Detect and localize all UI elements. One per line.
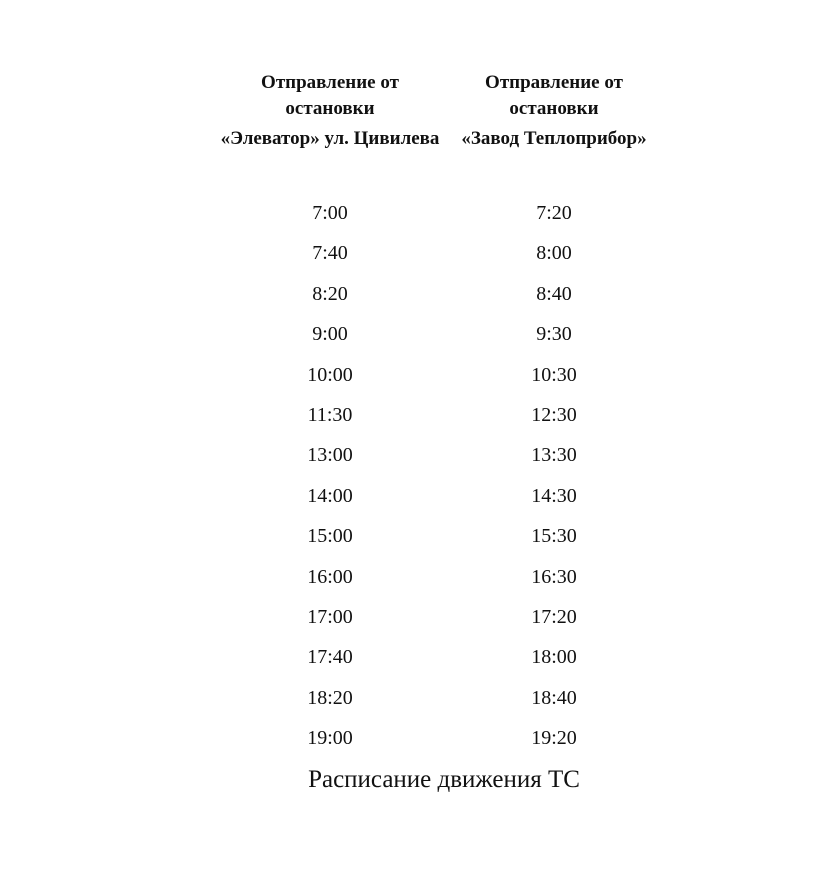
departure-time: 17:20 [531,605,577,628]
departure-time: 8:40 [536,282,572,305]
departure-time: 15:30 [531,525,577,548]
departure-time: 8:20 [312,282,348,305]
departure-time: 7:00 [312,202,348,224]
stop-name: «Элеватор» ул. Цивилева [220,128,440,149]
departure-time: 16:30 [531,565,577,588]
departure-time: 18:20 [307,686,353,709]
departure-time: 14:30 [531,484,577,507]
departure-time: 19:00 [307,727,353,750]
departure-time: 9:30 [536,323,572,346]
departure-time: 18:00 [531,646,577,669]
departure-time: 13:30 [531,444,577,467]
departure-time: 17:40 [307,646,353,669]
departure-time: 19:20 [531,727,577,750]
departure-times-list [442,200,666,765]
departure-time: 15:00 [307,525,353,548]
departure-time: 17:00 [307,605,353,628]
departure-time: 13:00 [307,444,353,467]
departure-time: 7:20 [536,202,572,224]
departure-time: 10:30 [531,363,577,386]
column-teplopribor [442,70,666,765]
column-header: Отправление от остановки [485,72,623,119]
departure-times-list [218,200,442,765]
column-elevator [218,70,442,765]
column-header: Отправление от остановки [261,72,399,119]
stop-name: «Завод Теплоприбор» [461,128,647,149]
departure-time: 10:00 [307,363,353,386]
departure-time: 16:00 [307,565,353,588]
departure-time: 7:40 [312,242,348,265]
departure-time: 14:00 [307,484,353,507]
schedule-caption: Расписание движения ТС [308,766,580,793]
departure-time: 8:00 [536,242,572,265]
departure-time: 9:00 [312,323,348,346]
departure-time: 18:40 [531,686,577,709]
departure-time: 11:30 [307,403,353,426]
departure-time: 12:30 [531,403,577,426]
